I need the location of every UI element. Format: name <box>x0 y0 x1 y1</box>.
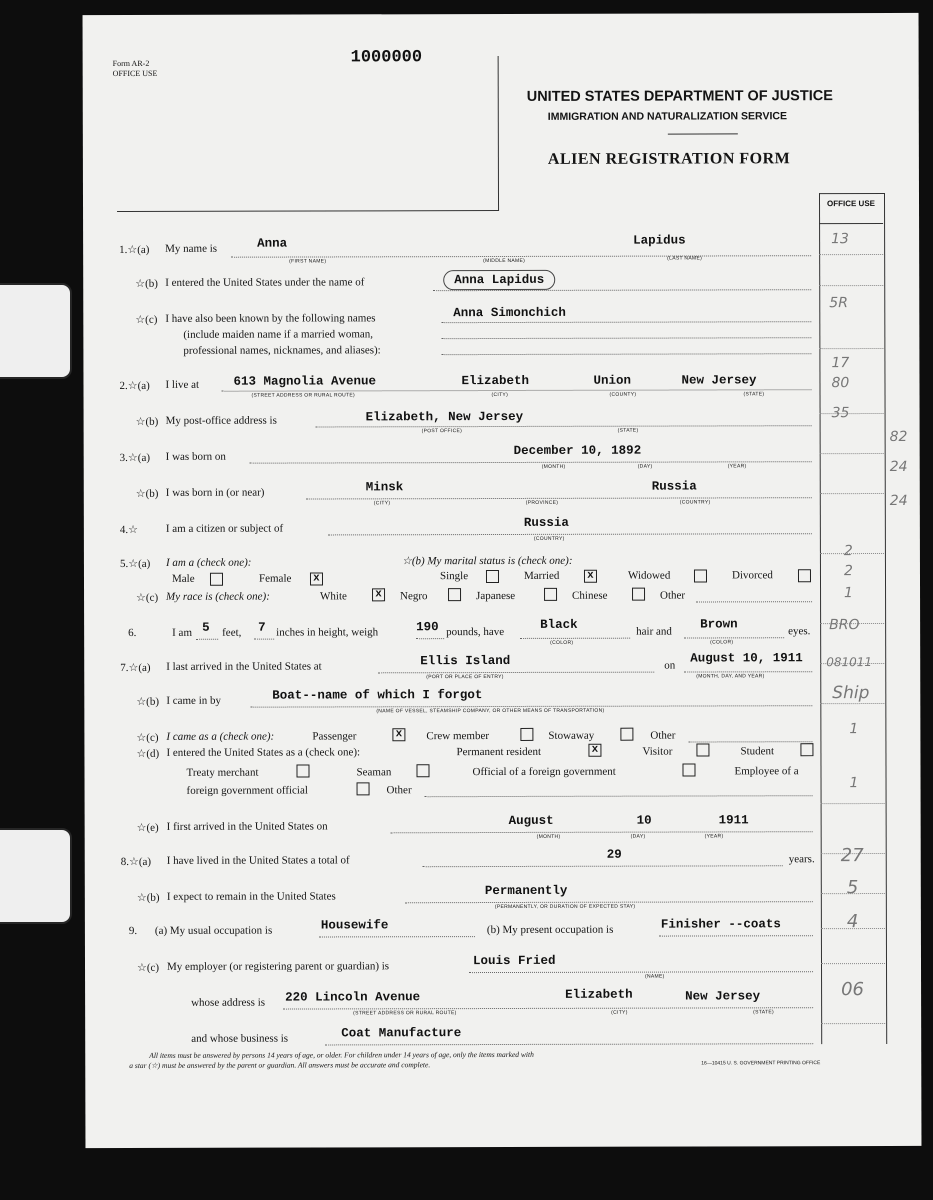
crew-member-checkbox[interactable] <box>520 728 533 741</box>
single-checkbox[interactable] <box>486 570 499 583</box>
foreign-official-checkbox[interactable] <box>682 763 695 776</box>
footer-instructions-1: All items must be answered by persons 14 years of age, or older. For children under 14 years of age, only the items marked with <box>149 1049 534 1060</box>
other-entry-label: Other <box>386 784 412 797</box>
business-line <box>325 1043 813 1045</box>
caption-day: (DAY) <box>630 833 646 840</box>
office-mark: 5 <box>846 877 859 899</box>
foreign-govt-official-checkbox[interactable] <box>357 782 370 795</box>
item-number: ☆(b) <box>135 415 159 428</box>
item-number: 9. <box>128 924 138 937</box>
office-mark: 17 <box>831 355 850 372</box>
business-value: Coat Manufacture <box>341 1026 462 1041</box>
office-mark: 35 <box>831 405 850 422</box>
chinese-label: Chinese <box>572 589 608 602</box>
feet-line <box>196 639 218 640</box>
japanese-label: Japanese <box>476 589 516 603</box>
item-number: 3.☆(a) <box>119 451 151 465</box>
permanent-resident-label: Permanent resident <box>456 745 542 759</box>
male-label: Male <box>171 572 195 585</box>
film-tab-bottom <box>0 828 72 924</box>
item-number: ☆(b) <box>135 277 158 290</box>
arrival-date-value: August 10, 1911 <box>690 651 803 666</box>
item-number: 4.☆ <box>119 523 139 537</box>
negro-checkbox[interactable] <box>448 588 461 601</box>
form-code: Form AR-2 <box>112 58 150 69</box>
weight-line <box>416 638 444 639</box>
eyes-label: eyes. <box>788 625 811 638</box>
city-value: Elizabeth <box>461 373 530 389</box>
office-mark: 1 <box>849 775 859 792</box>
inches-label: inches in height, weigh <box>276 626 379 639</box>
aliases-line-2 <box>441 337 811 339</box>
foreign-govt-official-label: foreign government official <box>186 784 308 797</box>
present-occupation-line <box>659 935 813 936</box>
white-checkbox[interactable]: x <box>372 588 385 601</box>
employer-street-value: 220 Lincoln Avenue <box>285 990 421 1005</box>
office-mark: 5R <box>829 295 848 312</box>
name-label: My name is <box>165 242 218 255</box>
employer-label: My employer (or registering parent or guardian) is <box>166 960 390 973</box>
street-value: 613 Magnolia Avenue <box>233 374 377 389</box>
aliases-note-1: (include maiden name if a married woman, <box>183 328 374 341</box>
birth-date-label: I was born on <box>165 450 226 463</box>
office-mark: 27 <box>840 845 864 867</box>
divorced-label: Divorced <box>731 569 773 582</box>
seaman-label: Seaman <box>356 766 392 779</box>
weight-value: 190 <box>416 620 439 635</box>
office-mark: 4 <box>846 911 859 933</box>
footer-instructions-2: a star (☆) must be answered by the parent or guardian. All answers must be accurate and complete. <box>129 1060 431 1070</box>
entered-name-label: I entered the United States under the name of <box>165 276 365 289</box>
other-race-label: Other <box>660 589 686 602</box>
county-value: Union <box>593 373 632 388</box>
student-label: Student <box>740 745 775 758</box>
first-arrival-day: 10 <box>636 813 652 828</box>
office-mark: 80 <box>831 375 850 392</box>
printing-office: 16—10415 U. S. GOVERNMENT PRINTING OFFICE <box>701 1060 821 1067</box>
post-office-value: Elizabeth, New Jersey <box>365 409 524 425</box>
birth-date-value: December 10, 1892 <box>513 443 642 458</box>
treaty-merchant-label: Treaty merchant <box>186 766 259 779</box>
widowed-label: Widowed <box>627 569 671 582</box>
caption-street: (STREET ADDRESS OR RURAL ROUTE) <box>353 1010 457 1017</box>
business-label: and whose business is <box>191 1032 289 1045</box>
caption-month: (MONTH) <box>541 463 566 470</box>
first-arrival-month: August <box>508 813 554 828</box>
caption-country: (COUNTRY) <box>679 499 711 506</box>
office-mark: 2 <box>843 543 853 560</box>
office-box-right <box>498 56 499 211</box>
eye-color-value: Brown <box>700 617 738 632</box>
other-arrival-label: Other <box>650 729 676 742</box>
residence-line <box>222 389 812 392</box>
height-inches-value: 7 <box>258 620 266 635</box>
citizenship-line <box>328 533 812 535</box>
item-number: ☆(b) <box>136 695 160 708</box>
caption-expected-stay: (PERMANENTLY, OR DURATION OF EXPECTED STAY) <box>494 903 636 911</box>
office-use-label: OFFICE USE <box>112 68 158 79</box>
form-title: ALIEN REGISTRATION FORM <box>547 150 791 168</box>
aliases-line-3 <box>441 353 811 355</box>
aliases-note-2: professional names, nicknames, and aliases): <box>183 344 381 357</box>
first-name-value: Anna <box>257 236 288 251</box>
white-label: White <box>320 590 347 603</box>
caption-province: (PROVINCE) <box>525 499 559 506</box>
port-value: Ellis Island <box>420 653 511 669</box>
office-use-column-title: OFFICE USE <box>826 199 876 209</box>
caption-last: (LAST NAME) <box>667 255 703 262</box>
alien-registration-form <box>83 13 922 1148</box>
usual-occupation-value: Housewife <box>320 918 389 933</box>
caption-city: (CITY) <box>491 391 509 399</box>
post-office-line <box>316 425 812 427</box>
eyes-line <box>684 637 784 638</box>
office-mark: 1 <box>849 721 859 738</box>
height-label: I am <box>172 626 193 639</box>
birth-city-value: Minsk <box>365 480 404 495</box>
caption-first: (FIRST NAME) <box>289 258 327 265</box>
seaman-checkbox[interactable] <box>416 764 429 777</box>
years-lived-value: 29 <box>606 847 622 862</box>
employer-city-value: Elizabeth <box>565 987 633 1002</box>
marital-status-label: ☆(b) My marital status is (check one): <box>401 554 573 568</box>
film-tab-top <box>0 283 72 379</box>
crew-member-label: Crew member <box>426 730 490 743</box>
item-number: 2.☆(a) <box>119 379 150 393</box>
chinese-checkbox[interactable] <box>632 588 645 601</box>
residence-label: I live at <box>165 378 200 391</box>
visitor-checkbox[interactable] <box>696 743 709 756</box>
caption-color: (COLOR) <box>710 639 734 646</box>
state-value: New Jersey <box>681 373 757 388</box>
permanent-resident-checkbox[interactable]: x <box>588 744 601 757</box>
post-office-label: My post-office address is <box>165 414 277 427</box>
female-label: Female <box>258 572 292 585</box>
hair-line <box>520 638 630 639</box>
expected-stay-value: Permanently <box>484 883 568 899</box>
item-number: 8.☆(a) <box>120 855 152 868</box>
office-box-bottom <box>117 210 499 212</box>
office-mark: 081011 <box>826 655 873 670</box>
hair-label: hair and <box>636 625 672 638</box>
married-checkbox[interactable]: x <box>584 570 597 583</box>
caption-country: (COUNTRY) <box>533 535 565 542</box>
caption-state: (STATE) <box>753 1009 774 1016</box>
pounds-label: pounds, have <box>446 625 505 639</box>
arrival-date-line <box>684 671 812 672</box>
caption-state: (STATE) <box>743 391 765 398</box>
single-label: Single <box>439 570 469 583</box>
citizenship-label: I am a citizen or subject of <box>165 522 284 535</box>
employer-value: Louis Fried <box>472 953 556 969</box>
hair-color-value: Black <box>540 617 578 632</box>
item-number: 6. <box>128 626 137 639</box>
usual-occupation-line <box>319 936 475 937</box>
item-number: 5.☆(a) <box>119 557 151 571</box>
years-lived-label: I have lived in the United States a total of <box>166 854 350 867</box>
caption-name: (NAME) <box>645 973 665 980</box>
service-rule <box>668 133 738 134</box>
student-checkbox[interactable] <box>800 743 813 756</box>
caption-port: (PORT OR PLACE OF ENTRY) <box>426 673 504 681</box>
employer-state-value: New Jersey <box>685 989 761 1004</box>
employee-label: Employee of a <box>734 765 799 778</box>
vessel-label: I came in by <box>166 694 222 707</box>
first-arrival-year: 1911 <box>718 813 749 828</box>
birthplace-label: I was born in (or near) <box>165 486 265 499</box>
married-label: Married <box>523 569 560 582</box>
aliases-value: Anna Simonchich <box>453 305 566 321</box>
negro-label: Negro <box>400 590 428 603</box>
office-mark: 2 <box>843 563 853 580</box>
citizenship-value: Russia <box>523 515 569 530</box>
caption-post-office: (POST OFFICE) <box>421 428 463 435</box>
last-name-value: Lapidus <box>633 233 686 248</box>
visitor-label: Visitor <box>642 745 673 758</box>
employer-line <box>469 971 813 973</box>
inches-line <box>254 639 274 640</box>
caption-year: (YEAR) <box>727 463 747 470</box>
item-number: ☆(c) <box>135 313 158 326</box>
other-entry-line <box>425 795 813 797</box>
birth-country-value: Russia <box>651 479 697 494</box>
caption-date: (MONTH, DAY, AND YEAR) <box>696 673 765 680</box>
serial-number: 1000000 <box>350 48 423 68</box>
years-label: years. <box>788 853 815 866</box>
item-number: ☆(d) <box>136 747 160 760</box>
usual-occupation-label: (a) My usual occupation is <box>154 924 273 937</box>
stowaway-label: Stowaway <box>548 729 595 742</box>
aliases-label: I have also been known by the following names <box>165 312 376 325</box>
first-arrival-line <box>391 831 813 833</box>
last-arrival-label: I last arrived in the United States at <box>166 660 322 673</box>
department-title: UNITED STATES DEPARTMENT OF JUSTICE <box>526 88 833 105</box>
office-mark: BRO <box>829 617 860 634</box>
caption-street: (STREET ADDRESS OR RURAL ROUTE) <box>251 392 356 399</box>
sex-label: I am a (check one): <box>165 556 252 569</box>
vessel-value: Boat--name of which I forgot <box>272 688 483 703</box>
office-mark: 1 <box>844 585 853 602</box>
expected-stay-label: I expect to remain in the United States <box>166 890 336 903</box>
present-occupation-label: (b) My present occupation is <box>486 923 614 937</box>
service-title: IMMIGRATION AND NATURALIZATION SERVICE <box>547 110 787 123</box>
female-checkbox[interactable]: x <box>310 572 323 585</box>
male-checkbox[interactable] <box>210 573 223 586</box>
birthplace-line <box>306 497 812 499</box>
passenger-checkbox[interactable]: x <box>392 728 405 741</box>
years-lived-line <box>423 865 783 867</box>
caption-year: (YEAR) <box>704 833 724 840</box>
height-feet-value: 5 <box>202 620 210 635</box>
passenger-label: Passenger <box>312 730 357 743</box>
employer-address-line <box>283 1007 813 1009</box>
caption-county: (COUNTY) <box>609 391 637 398</box>
came-as-label: I came as a (check one): <box>166 730 275 743</box>
first-arrival-label: I first arrived in the United States on <box>166 820 328 833</box>
caption-city: (CITY) <box>373 500 391 507</box>
item-number: 1.☆(a) <box>119 243 150 257</box>
other-arrival-line <box>688 741 812 742</box>
office-mark: 06 <box>841 979 865 1001</box>
caption-state: (STATE) <box>617 427 639 434</box>
widowed-checkbox[interactable] <box>694 569 707 582</box>
caption-color: (COLOR) <box>550 639 574 646</box>
entry-class-label: I entered the United States as a (check one): <box>166 746 361 759</box>
item-number: ☆(e) <box>136 821 159 834</box>
caption-month: (MONTH) <box>536 833 561 840</box>
foreign-official-label: Official of a foreign government <box>472 765 616 779</box>
employer-address-label: whose address is <box>191 996 266 1009</box>
office-mark: 24 <box>889 492 908 509</box>
item-number: ☆(c) <box>136 961 160 974</box>
aliases-line-1 <box>441 321 811 323</box>
feet-label: feet, <box>222 626 242 639</box>
office-mark: 13 <box>831 231 849 248</box>
caption-city: (CITY) <box>611 1009 628 1016</box>
office-mark: 82 <box>889 428 908 445</box>
treaty-merchant-checkbox[interactable] <box>296 765 309 778</box>
port-line <box>378 672 654 674</box>
japanese-checkbox[interactable] <box>544 588 557 601</box>
entered-name-value: Anna Lapidus <box>443 270 555 290</box>
item-number: ☆(b) <box>135 487 159 500</box>
race-label: My race is (check one): <box>166 590 270 603</box>
item-number: ☆(b) <box>136 891 160 904</box>
item-number: ☆(c) <box>136 731 159 744</box>
caption-middle: (MIDDLE NAME) <box>483 257 526 265</box>
caption-day: (DAY) <box>637 463 653 470</box>
office-mark: Ship <box>832 683 870 704</box>
other-race-line <box>696 601 812 602</box>
caption-vessel: (NAME OF VESSEL, STEAMSHIP COMPANY, OR OTHER MEANS OF TRANSPORTATION) <box>376 707 605 715</box>
on-label: on <box>664 659 676 672</box>
office-mark: 24 <box>889 458 908 475</box>
item-number: ☆(c) <box>136 591 159 604</box>
present-occupation-value: Finisher --coats <box>660 917 781 932</box>
divorced-checkbox[interactable] <box>798 569 811 582</box>
stowaway-checkbox[interactable] <box>620 728 633 741</box>
item-number: 7.☆(a) <box>120 661 151 674</box>
